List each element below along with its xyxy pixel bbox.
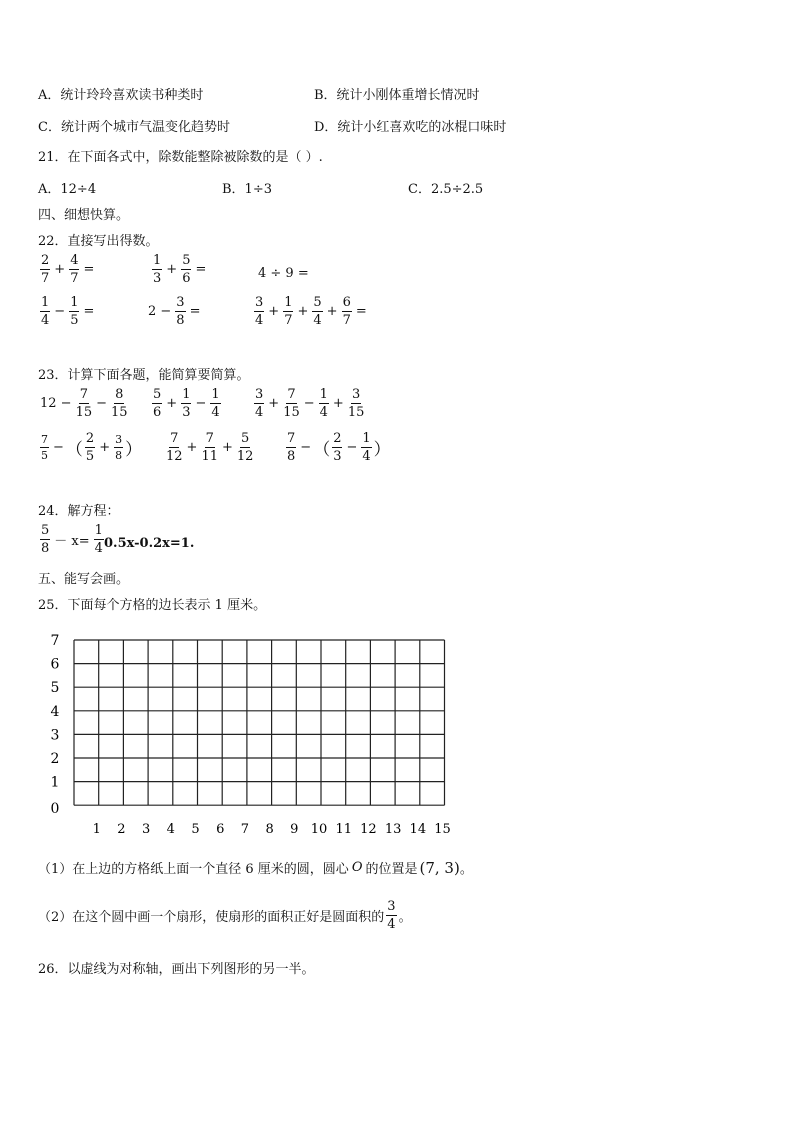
q23-expr-5: $\frac{7}{12}$ + $\frac{7}{11}$ + $\frac{5}{12}$ xyxy=(166,431,254,464)
q23-title: 23．计算下面各题，能简算要简算。 xyxy=(38,368,250,383)
fraction: $\frac{1}{5}$ xyxy=(70,295,79,328)
y-axis-label: 6 xyxy=(50,656,60,673)
fraction: $\frac{5}{4}$ xyxy=(313,295,322,328)
fraction: $\frac{3}{8}$ xyxy=(115,433,123,462)
fraction: $\frac{3}{4}$ xyxy=(255,295,264,328)
fraction: $\frac{1}{4}$ xyxy=(362,431,371,464)
q21-option-a: A．12÷4 xyxy=(38,182,97,197)
x-axis-label: 5 xyxy=(191,822,200,838)
fraction: $\frac{7}{12}$ xyxy=(166,431,183,464)
fraction: $\frac{5}{8}$ xyxy=(41,523,50,556)
x-axis-label: 11 xyxy=(335,822,352,838)
q22-item-1: $\frac{2}{7}$ + $\frac{4}{7}$ = xyxy=(41,253,95,286)
x-axis-label: 13 xyxy=(384,822,402,838)
fraction: $\frac{5}{6}$ xyxy=(182,253,191,286)
fraction: $\frac{7}{15}$ xyxy=(75,387,93,420)
q20-option-b: B．统计小刚体重增长情况时 xyxy=(314,88,480,103)
grid-paper xyxy=(40,628,500,838)
section-5-heading: 五、能写会画。 xyxy=(38,572,130,587)
q23-expr-2: $\frac{5}{6}$ + $\frac{1}{3}$ − $\frac{1}{4}$ xyxy=(153,387,220,420)
x-axis-label: 7 xyxy=(240,822,250,838)
fraction: $\frac{5}{12}$ xyxy=(236,431,254,464)
q26-title: 26．以虚线为对称轴，画出下列图形的另一半。 xyxy=(38,962,315,977)
q22-item-4: $\frac{1}{4}$ − $\frac{1}{5}$ = xyxy=(41,295,95,328)
q21-option-c: C．2.5÷2.5 xyxy=(408,182,484,197)
fraction: $\frac{5}{6}$ xyxy=(153,387,162,420)
y-axis-label: 0 xyxy=(50,801,60,818)
fraction: $\frac{2}{3}$ xyxy=(333,431,342,464)
q22-title: 22．直接写出得数。 xyxy=(38,234,159,249)
q24-title: 24．解方程： xyxy=(38,504,120,519)
x-axis-label: 2 xyxy=(117,822,126,838)
fraction: $\frac{3}{8}$ xyxy=(176,295,185,328)
q20-option-d: D．统计小红喜欢吃的冰棍口味时 xyxy=(314,120,507,135)
fraction: $\frac{1}{4}$ xyxy=(41,295,50,328)
x-axis-label: 14 xyxy=(409,822,427,838)
fraction: $\frac{8}{15}$ xyxy=(111,387,128,420)
fraction: $\frac{6}{7}$ xyxy=(342,295,351,328)
x-axis-label: 10 xyxy=(310,822,328,838)
q23-expr-6: $\frac{7}{8}$ − （ $\frac{2}{3}$ − $\frac{1}{4}$ ） xyxy=(287,431,391,464)
q22-item-3: 4 ÷ 9 = xyxy=(258,266,309,281)
section-4-heading: 四、细想快算。 xyxy=(38,208,130,223)
fraction: $\frac{1}{4}$ xyxy=(94,523,103,556)
q23-expr-1: 12 − $\frac{7}{15}$ − $\frac{8}{15}$ xyxy=(40,387,128,420)
fraction: $\frac{7}{5}$ xyxy=(41,433,48,462)
y-axis-label: 5 xyxy=(50,680,60,697)
fraction: $\frac{4}{7}$ xyxy=(70,253,79,286)
x-axis-label: 1 xyxy=(92,822,101,838)
x-axis-label: 3 xyxy=(141,822,151,838)
fraction: $\frac{1}{4}$ xyxy=(211,387,220,420)
q25-title: 25．下面每个方格的边长表示 1 厘米。 xyxy=(38,598,267,613)
q23-expr-3: $\frac{3}{4}$ + $\frac{7}{15}$ − $\frac{1}{4}$ + $\frac{3}{15}$ xyxy=(255,387,365,420)
y-axis-label: 1 xyxy=(50,774,60,791)
x-axis-label: 15 xyxy=(434,822,451,838)
q21-option-b: B．1÷3 xyxy=(222,182,272,197)
y-axis-label: 7 xyxy=(50,633,60,649)
x-axis-labels xyxy=(93,822,451,837)
q20-option-c: C．统计两个城市气温变化趋势时 xyxy=(38,120,230,135)
fraction: $\frac{1}{3}$ xyxy=(182,387,191,420)
q25-subquestion-2: （2）在这个圆中画一个扇形，使扇形的面积正好是圆面积的 $\frac{3}{4}$ 。 xyxy=(38,899,412,932)
fraction: $\frac{2}{7}$ xyxy=(41,253,50,286)
fraction: $\frac{7}{11}$ xyxy=(201,431,218,464)
point-coordinate: (7, 3) xyxy=(419,858,460,877)
q24-equation-1: $\frac{5}{8}$ － x= $\frac{1}{4}$ xyxy=(41,523,103,556)
y-axis-label: 4 xyxy=(50,703,60,720)
q22-item-6: $\frac{3}{4}$ + $\frac{1}{7}$ + $\frac{5}{4}$ + $\frac{6}{7}$ = xyxy=(255,295,367,328)
fraction: $\frac{3}{4}$ xyxy=(387,899,396,932)
x-axis-label: 6 xyxy=(216,822,225,838)
q24-equation-2: 0.5x-0.2x=1. xyxy=(104,536,195,551)
fraction: $\frac{1}{7}$ xyxy=(284,295,293,328)
x-axis-label: 8 xyxy=(265,822,274,838)
q22-item-5: 2 − $\frac{3}{8}$ = xyxy=(148,295,201,328)
y-axis-label: 2 xyxy=(50,751,60,767)
y-axis-labels xyxy=(51,633,60,817)
fraction: $\frac{3}{4}$ xyxy=(255,387,264,420)
fraction: $\frac{7}{15}$ xyxy=(283,387,300,420)
fraction: $\frac{1}{3}$ xyxy=(153,253,162,286)
fraction: $\frac{7}{8}$ xyxy=(287,431,296,464)
fraction: $\frac{2}{5}$ xyxy=(85,431,95,464)
x-axis-label: 4 xyxy=(166,822,175,838)
q23-expr-4: $\frac{7}{5}$ − （ $\frac{2}{5}$ + $\frac{3}{8}$ ） xyxy=(41,431,143,464)
x-axis-label: 9 xyxy=(290,822,299,838)
y-axis-label: 3 xyxy=(50,727,60,744)
fraction: $\frac{1}{4}$ xyxy=(319,387,328,420)
q25-subquestion-1: （1）在上边的方格纸上面一个直径 6 厘米的圆，圆心 O 的位置是 (7, 3) 。 xyxy=(38,858,473,877)
fraction: $\frac{3}{15}$ xyxy=(347,387,365,420)
q21-stem: 21．在下面各式中，除数能整除被除数的是（ ）. xyxy=(38,150,323,165)
grid-lines xyxy=(74,640,445,805)
q20-option-a: A．统计玲玲喜欢读书种类时 xyxy=(38,88,204,103)
q22-item-2: $\frac{1}{3}$ + $\frac{5}{6}$ = xyxy=(153,253,207,286)
center-symbol-o: O xyxy=(351,860,363,875)
x-axis-label: 12 xyxy=(360,822,377,838)
